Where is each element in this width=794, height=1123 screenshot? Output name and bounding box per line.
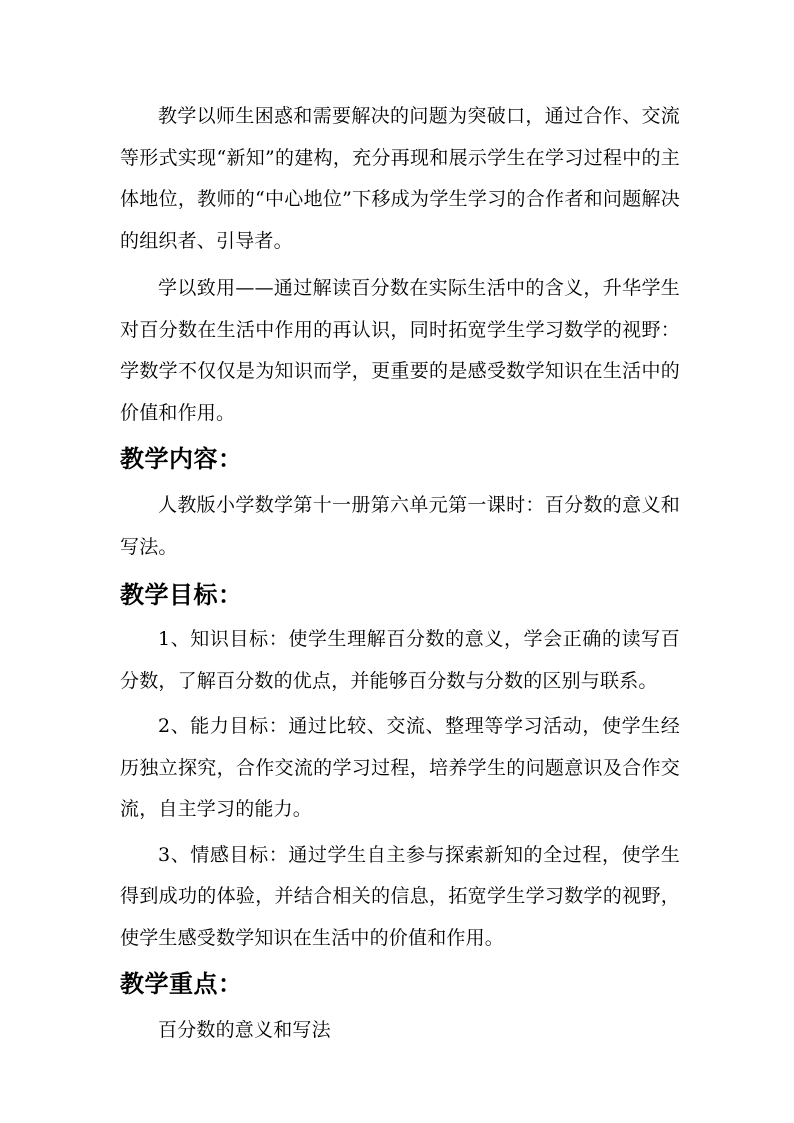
goal-item-knowledge: 1、知识目标：使学生理解百分数的意义，学会正确的读写百分数，了解百分数的优点，并能够百分数与分数的区别与联系。	[120, 628, 680, 692]
intro-paragraph-1: 教学以师生困惑和需要解决的问题为突破口，通过合作、交流等形式实现“新知”的建构，充分再现和展示学生在学习过程中的主体地位，教师的“中心地位”下移成为学生学习的合作者和问题解决的组织者、引导者。	[120, 105, 680, 252]
section-heading-content: 教学内容：	[120, 444, 243, 473]
goal-item-ability: 2、能力目标：通过比较、交流、整理等学习活动，使学生经历独立探究，合作交流的学习过程，培养学生的问题意识及合作交流，自主学习的能力。	[120, 715, 680, 820]
section-heading-goals: 教学目标：	[120, 580, 243, 609]
section-heading-key-points: 教学重点：	[120, 969, 243, 998]
content-paragraph: 人教版小学数学第十一册第六单元第一课时：百分数的意义和写法。	[120, 494, 680, 558]
key-points-paragraph: 百分数的意义和写法	[158, 1019, 331, 1041]
goal-item-emotion: 3、情感目标：通过学生自主参与探索新知的全过程，使学生得到成功的体验，并结合相关的信息，拓宽学生学习数学的视野，使学生感受数学知识在生活中的价值和作用。	[120, 843, 680, 949]
intro-paragraph-2: 学以致用——通过解读百分数在实际生活中的含义，升华学生对百分数在生活中作用的再认识，同时拓宽学生学习数学的视野：学数学不仅仅是为知识而学，更重要的是感受数学知识在生活中的价值和作用。	[120, 277, 680, 424]
document-body	[120, 96, 680, 1052]
